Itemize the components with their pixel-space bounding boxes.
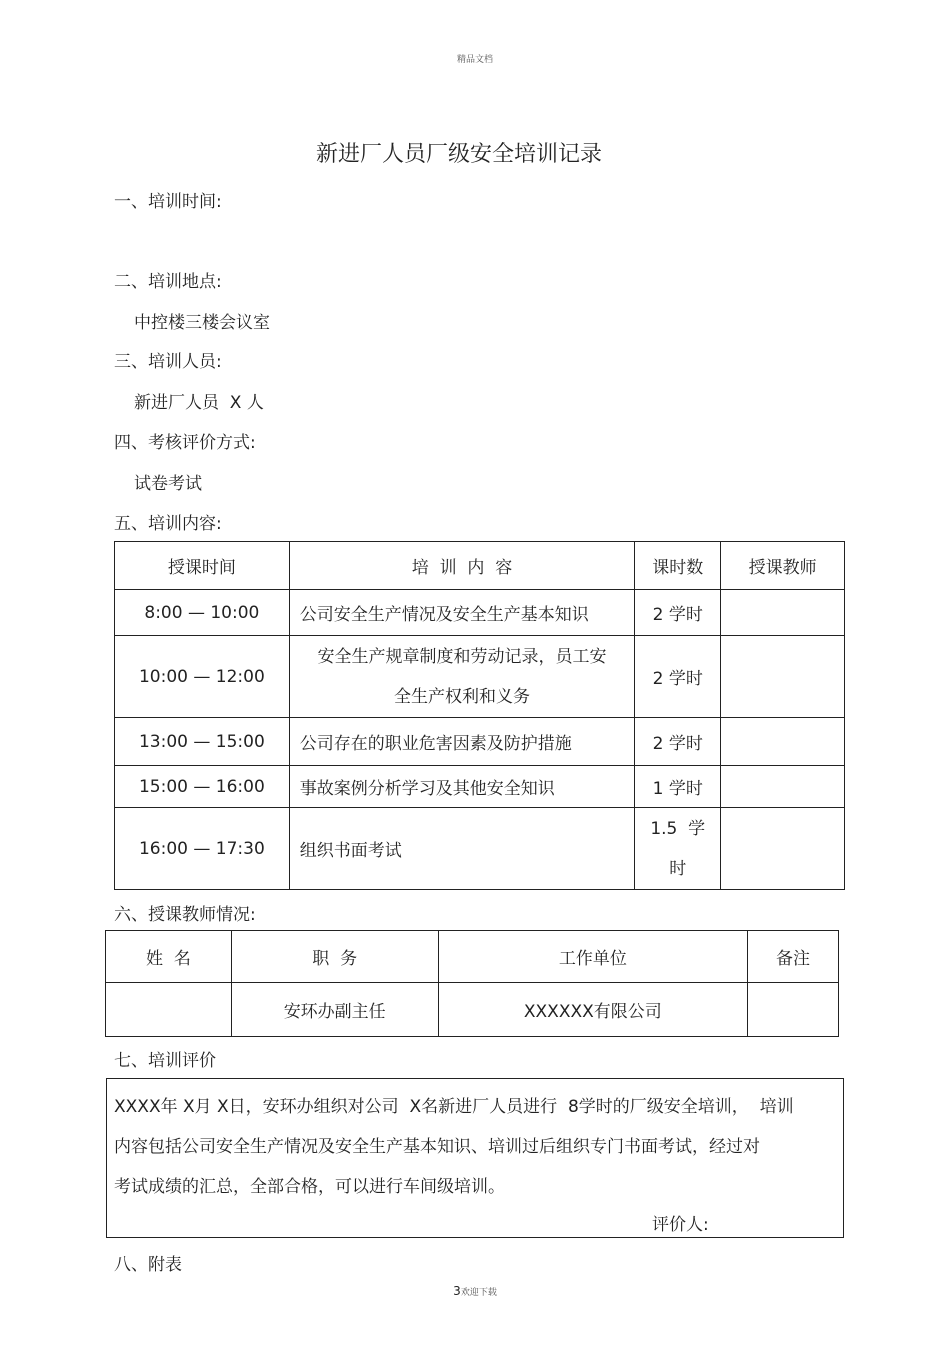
row-time: 13:00 — 15:00	[115, 718, 290, 766]
teacher-unit: XXXXXX有限公司	[438, 983, 748, 1037]
table-row	[115, 590, 845, 636]
row-hours-line: 时	[669, 858, 687, 879]
table-header-row	[115, 542, 845, 590]
evaluation-box	[106, 1078, 844, 1238]
row-time: 8:00 — 10:00	[115, 590, 290, 636]
section-attachment-label: 八、附表	[114, 1255, 182, 1275]
teacher-info-table	[105, 930, 839, 1037]
evaluation-line: XXXX年 X月 X日，安环办组织对公司 X名新进厂人员进行 8学时的厂级安全培训， 培训	[114, 1097, 794, 1117]
row-time: 10:00 — 12:00	[115, 636, 290, 718]
row-teacher	[721, 590, 845, 636]
header-note: 备注	[748, 931, 839, 983]
row-teacher	[721, 636, 845, 718]
teacher-position: 安环办副主任	[231, 983, 438, 1037]
row-teacher	[721, 766, 845, 808]
row-content: 组织书面考试	[289, 808, 635, 890]
header-unit: 工作单位	[438, 931, 748, 983]
evaluator-label: 评价人:	[652, 1215, 709, 1235]
teacher-note	[748, 983, 839, 1037]
assessment-method-value: 试卷考试	[134, 474, 202, 494]
header-teacher: 授课教师	[721, 542, 845, 590]
teacher-name	[106, 983, 232, 1037]
header-content: 培 训 内 容	[289, 542, 635, 590]
page-number: 3	[453, 1284, 461, 1298]
table-row	[115, 718, 845, 766]
page-footer	[0, 1284, 950, 1298]
row-hours: 2 学时	[635, 636, 721, 718]
row-time: 16:00 — 17:30	[115, 808, 290, 890]
row-content-line: 安全生产规章制度和劳动记录，员工安	[317, 646, 607, 667]
section-training-time-label: 一、培训时间:	[114, 192, 222, 212]
header-name: 姓 名	[106, 931, 232, 983]
row-hours: 2 学时	[635, 718, 721, 766]
row-time: 15:00 — 16:00	[115, 766, 290, 808]
evaluation-line: 考试成绩的汇总，全部合格，可以进行车间级培训。	[114, 1177, 505, 1197]
table-row	[115, 808, 845, 890]
table-row	[115, 766, 845, 808]
document-title: 新进厂人员厂级安全培训记录	[315, 142, 602, 167]
table-header-row	[106, 931, 839, 983]
row-content	[289, 636, 635, 718]
row-teacher	[721, 808, 845, 890]
row-content-line: 全生产权利和义务	[394, 686, 530, 707]
row-content: 公司存在的职业危害因素及防护措施	[289, 718, 635, 766]
row-hours: 2 学时	[635, 590, 721, 636]
section-assessment-method-label: 四、考核评价方式:	[114, 433, 256, 453]
header-note: 精品文档	[456, 55, 493, 65]
training-location-value: 中控楼三楼会议室	[134, 313, 270, 333]
training-content-table	[114, 541, 845, 890]
evaluation-line: 内容包括公司安全生产情况及安全生产基本知识、培训过后组织专门书面考试，经过对	[114, 1137, 760, 1157]
trainees-value: 新进厂人员 X 人	[134, 393, 264, 413]
row-hours: 1 学时	[635, 766, 721, 808]
table-row	[106, 983, 839, 1037]
header-position: 职 务	[231, 931, 438, 983]
row-content: 事故案例分析学习及其他安全知识	[289, 766, 635, 808]
section-teacher-info-label: 六、授课教师情况:	[114, 905, 256, 925]
table-row	[115, 636, 845, 718]
row-hours-line: 1.5 学	[650, 818, 706, 839]
row-teacher	[721, 718, 845, 766]
section-training-content-label: 五、培训内容:	[114, 514, 222, 534]
section-training-location-label: 二、培训地点:	[114, 272, 222, 292]
header-hours: 课时数	[635, 542, 721, 590]
row-hours	[635, 808, 721, 890]
section-evaluation-label: 七、培训评价	[114, 1051, 216, 1071]
footer-text: 欢迎下载	[460, 1288, 497, 1298]
row-content: 公司安全生产情况及安全生产基本知识	[289, 590, 635, 636]
section-trainees-label: 三、培训人员:	[114, 352, 222, 372]
header-time: 授课时间	[115, 542, 290, 590]
